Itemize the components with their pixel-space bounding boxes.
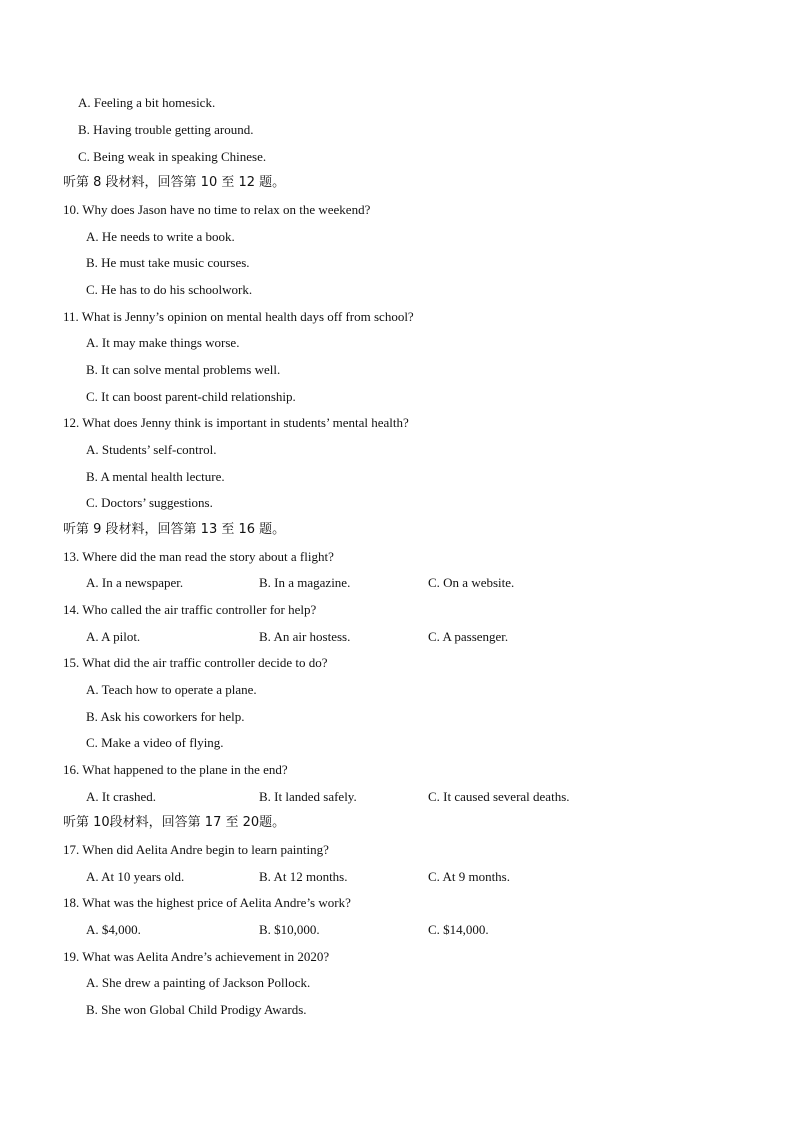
option-a: A. Teach how to operate a plane. bbox=[86, 682, 257, 697]
option-b: B. It landed safely. bbox=[259, 789, 357, 804]
section-heading: 听第 9 段材料，回答第 13 至 16 题。 bbox=[63, 522, 286, 537]
option-b: B. An air hostess. bbox=[259, 629, 351, 644]
options-row bbox=[0, 869, 794, 885]
options-row bbox=[0, 789, 794, 805]
option-c: C. It can boost parent-child relationship. bbox=[86, 389, 296, 404]
option-a: A. It may make things worse. bbox=[86, 335, 240, 350]
option-c: C. At 9 months. bbox=[428, 869, 510, 884]
option-c: C. $14,000. bbox=[428, 922, 489, 937]
option-c: C. Being weak in speaking Chinese. bbox=[78, 149, 267, 164]
option-b: B. At 12 months. bbox=[259, 869, 348, 884]
option-a: A. He needs to write a book. bbox=[86, 229, 235, 244]
option-a: A. At 10 years old. bbox=[86, 869, 185, 884]
option-b: B. Having trouble getting around. bbox=[78, 122, 254, 137]
option-c: C. Make a video of flying. bbox=[86, 735, 224, 750]
question-stem: 10. Why does Jason have no time to relax on the weekend? bbox=[63, 202, 371, 217]
question-stem: 15. What did the air traffic controller decide to do? bbox=[63, 655, 328, 670]
option-b: B. In a magazine. bbox=[259, 575, 351, 590]
option-a: A. She drew a painting of Jackson Pollock. bbox=[86, 975, 311, 990]
option-a: A. Students’ self-control. bbox=[86, 442, 217, 457]
option-a: A. In a newspaper. bbox=[86, 575, 184, 590]
option-b: B. A mental health lecture. bbox=[86, 469, 225, 484]
option-b: B. It can solve mental problems well. bbox=[86, 362, 281, 377]
option-c: C. He has to do his schoolwork. bbox=[86, 282, 253, 297]
option-c: C. Doctors’ suggestions. bbox=[86, 495, 213, 510]
question-stem: 16. What happened to the plane in the end? bbox=[63, 762, 288, 777]
options-row bbox=[0, 922, 794, 938]
option-b: B. Ask his coworkers for help. bbox=[86, 709, 245, 724]
option-a: A. $4,000. bbox=[86, 922, 141, 937]
section-heading: 听第 10段材料，回答第 17 至 20题。 bbox=[63, 815, 286, 830]
question-stem: 17. When did Aelita Andre begin to learn painting? bbox=[63, 842, 329, 857]
question-stem: 18. What was the highest price of Aelita Andre’s work? bbox=[63, 895, 351, 910]
section-heading: 听第 8 段材料，回答第 10 至 12 题。 bbox=[63, 175, 286, 190]
question-stem: 14. Who called the air traffic controller for help? bbox=[63, 602, 317, 617]
options-row bbox=[0, 575, 794, 591]
option-c: C. On a website. bbox=[428, 575, 515, 590]
option-c: C. It caused several deaths. bbox=[428, 789, 570, 804]
option-c: C. A passenger. bbox=[428, 629, 509, 644]
option-b: B. She won Global Child Prodigy Awards. bbox=[86, 1002, 307, 1017]
option-b: B. $10,000. bbox=[259, 922, 320, 937]
option-a: A. It crashed. bbox=[86, 789, 157, 804]
option-a: A. A pilot. bbox=[86, 629, 141, 644]
option-a: A. Feeling a bit homesick. bbox=[78, 95, 216, 110]
question-stem: 13. Where did the man read the story about a flight? bbox=[63, 549, 334, 564]
question-stem: 19. What was Aelita Andre’s achievement in 2020? bbox=[63, 949, 330, 964]
options-row bbox=[0, 629, 794, 645]
option-b: B. He must take music courses. bbox=[86, 255, 250, 270]
question-stem: 11. What is Jenny’s opinion on mental health days off from school? bbox=[63, 309, 414, 324]
question-stem: 12. What does Jenny think is important in students’ mental health? bbox=[63, 415, 409, 430]
